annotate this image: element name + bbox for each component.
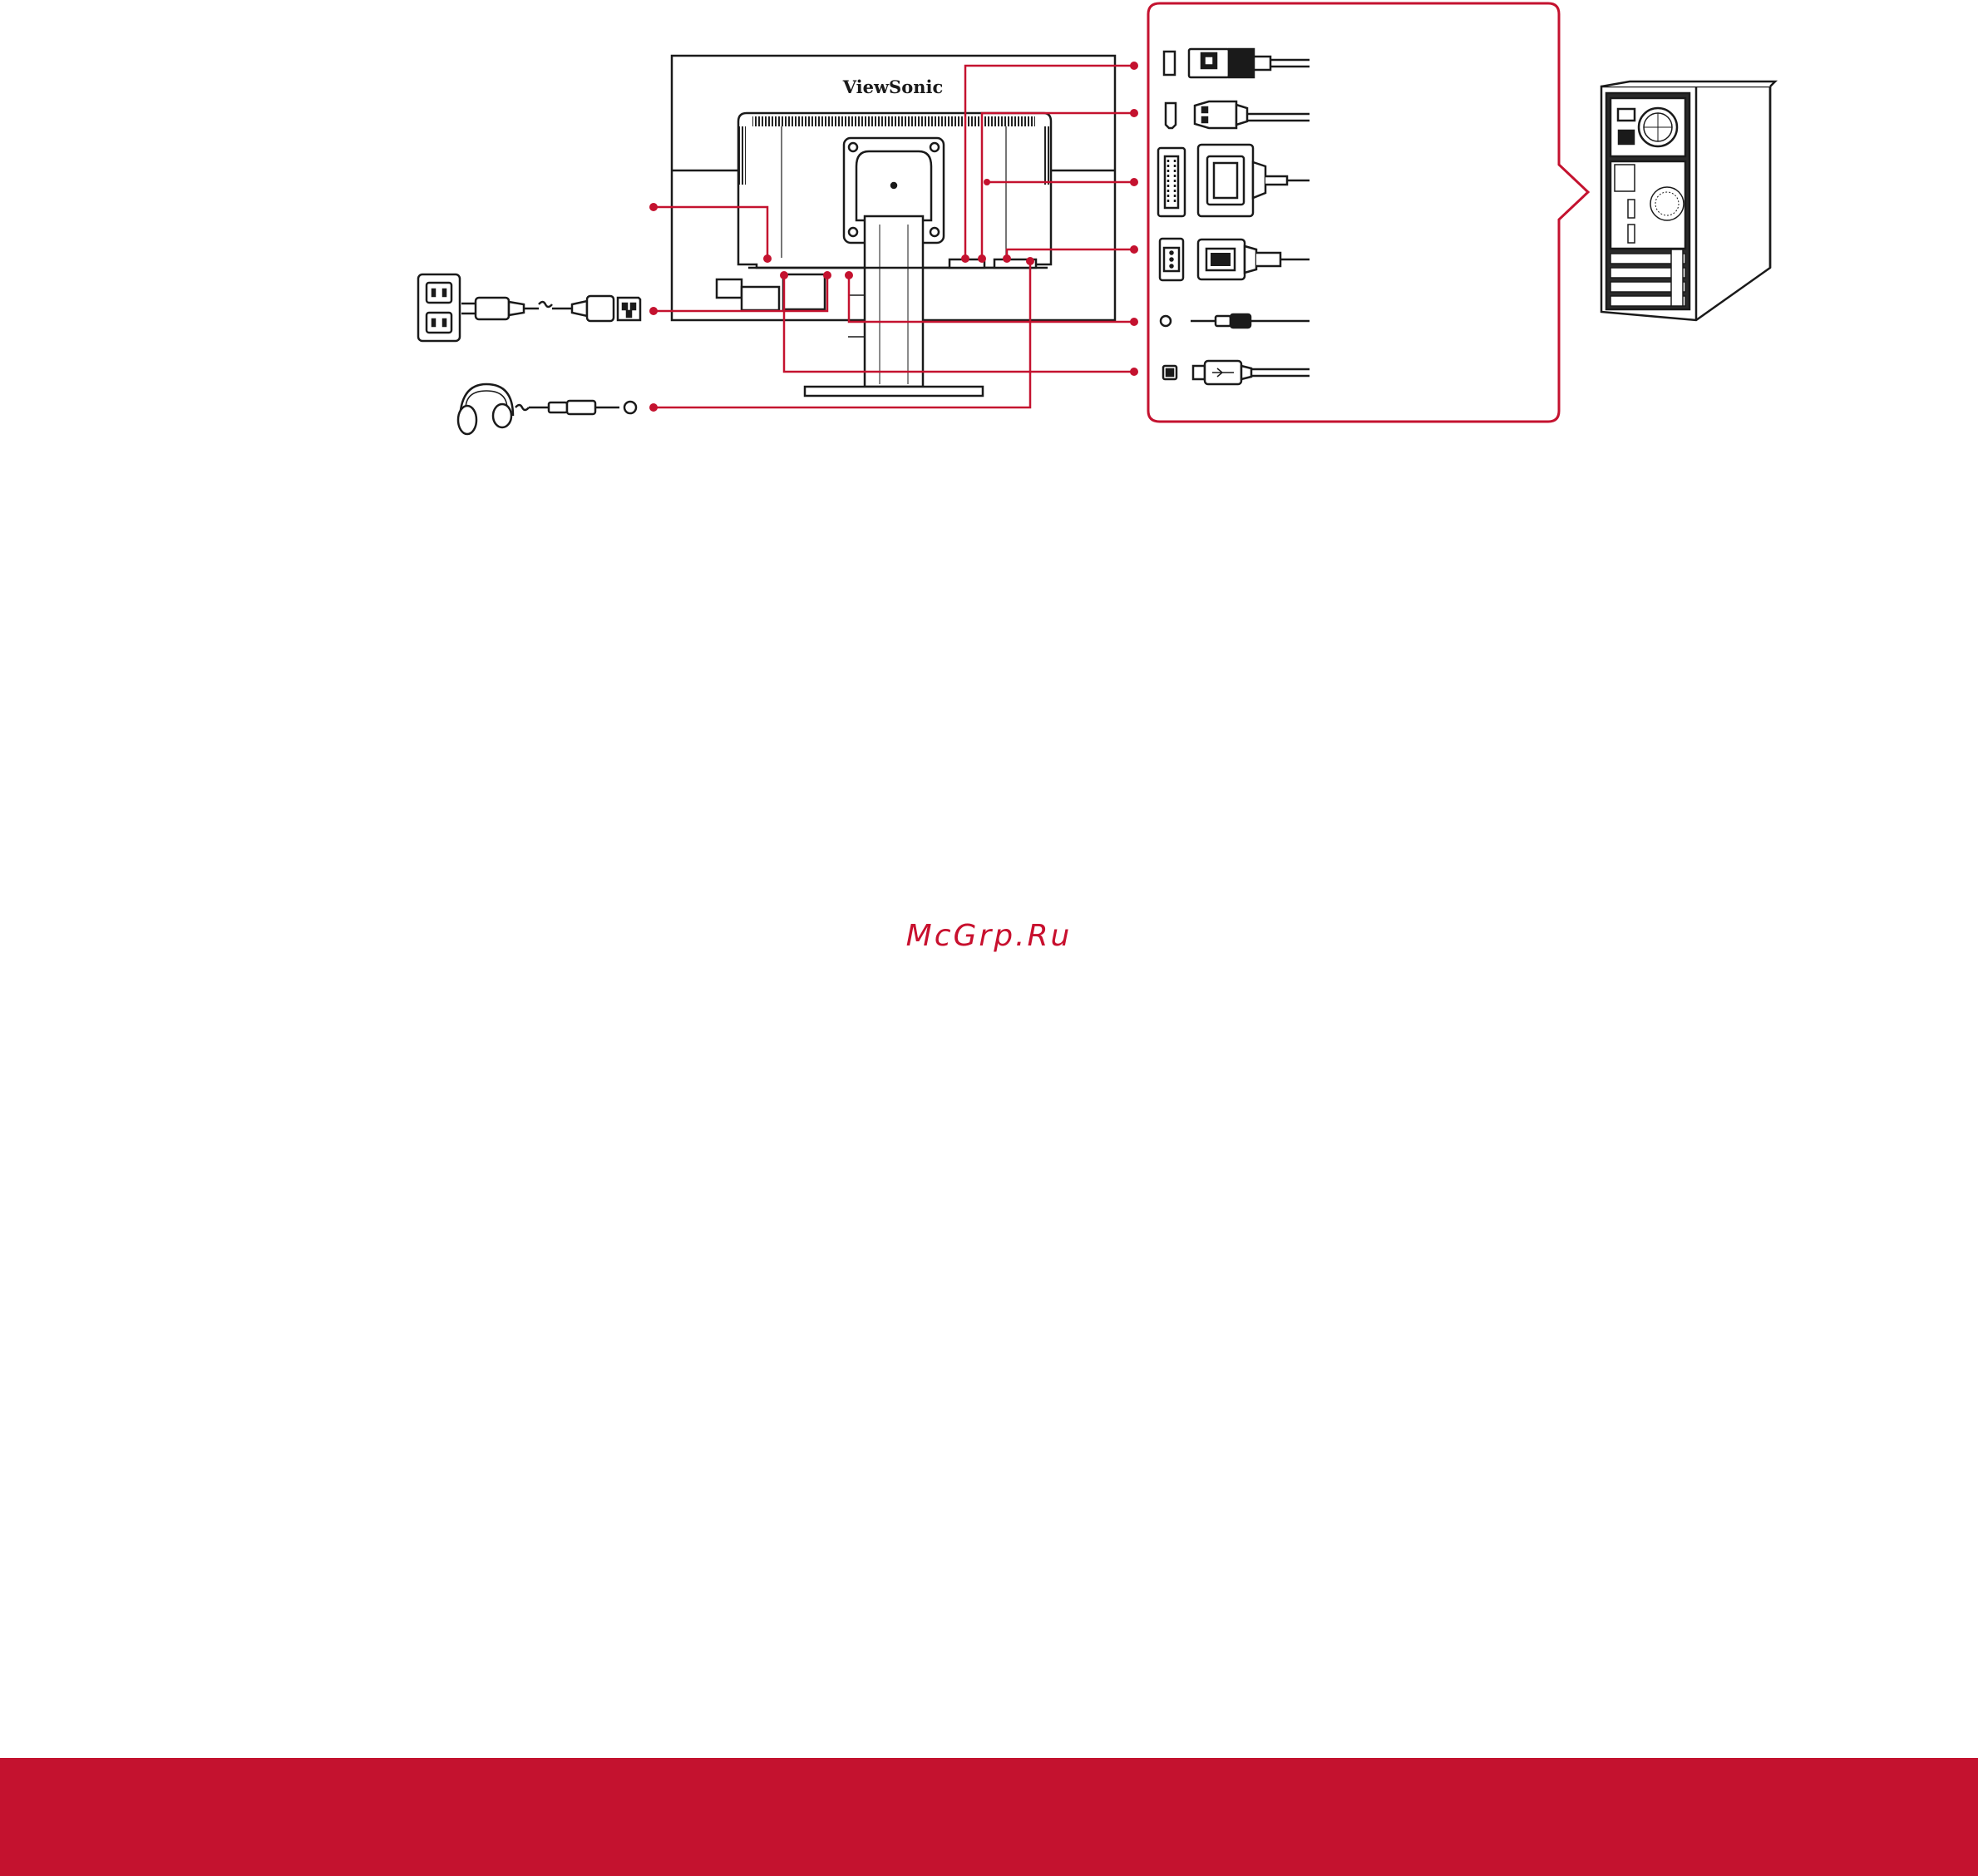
watermark: McGrp.Ru xyxy=(905,919,1073,953)
computer-tower-icon xyxy=(1601,81,1775,320)
monitor-stand-base xyxy=(805,387,983,396)
usb-b-icon xyxy=(1163,361,1310,384)
brand-label: ViewSonic xyxy=(842,77,944,97)
audio-jack-icon xyxy=(1161,314,1310,328)
monitor-rear-view xyxy=(672,56,1115,396)
power-outlet-icon xyxy=(418,274,460,341)
dvi-icon xyxy=(1158,145,1310,216)
hdmi-icon xyxy=(1166,101,1310,128)
displayport-icon xyxy=(1164,49,1310,77)
power-cord-icon xyxy=(461,296,640,321)
vga-icon xyxy=(1160,239,1310,280)
headphones-icon xyxy=(458,384,636,434)
footer-bar xyxy=(0,1758,1978,1876)
